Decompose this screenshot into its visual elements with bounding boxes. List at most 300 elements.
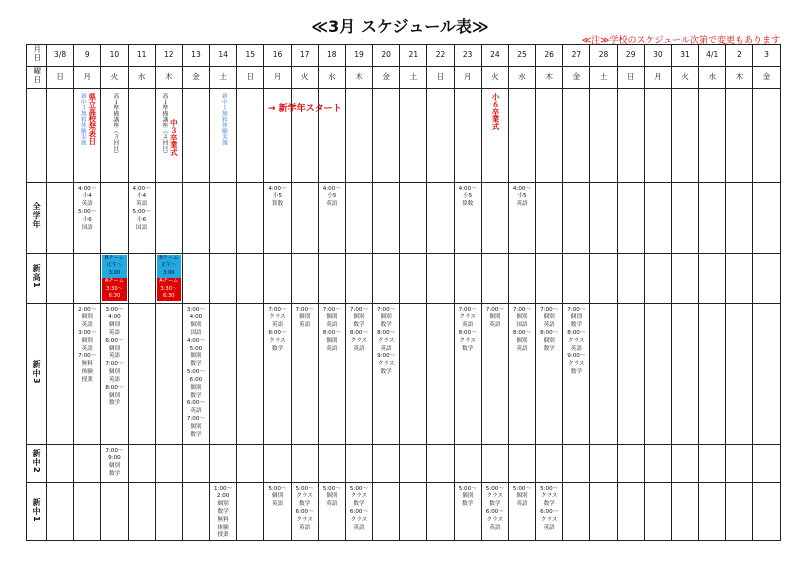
lesson-text: 4:00～ bbox=[268, 185, 287, 192]
event-note: 小６卒業式 bbox=[491, 92, 501, 130]
lesson-text: 個別 bbox=[217, 501, 229, 508]
lesson-text: 数学 bbox=[108, 470, 121, 477]
team-block bbox=[102, 278, 126, 301]
lesson-text: クラス bbox=[377, 361, 395, 368]
lesson-text: 2:00～ bbox=[78, 306, 97, 313]
schedule-cell bbox=[699, 303, 726, 444]
event-cell bbox=[536, 88, 563, 182]
date-text: 16 bbox=[272, 50, 283, 60]
schedule-cell bbox=[291, 253, 318, 303]
schedule-cell bbox=[644, 253, 671, 303]
schedule-cell bbox=[318, 253, 345, 303]
event-note: 新中１無料体験実施 bbox=[220, 92, 227, 145]
weekday-text: 土 bbox=[599, 72, 608, 81]
date-text: 14 bbox=[218, 50, 228, 60]
lesson-text: 個別 bbox=[190, 322, 202, 329]
lesson-text: クラス bbox=[459, 314, 476, 321]
schedule-cell bbox=[563, 303, 590, 444]
schedule-cell bbox=[590, 482, 617, 541]
weekday-cell bbox=[617, 67, 644, 89]
lesson-text: 4:00 bbox=[189, 314, 203, 321]
lesson-text: 7:00～ bbox=[349, 306, 369, 313]
event-cell bbox=[726, 88, 753, 182]
schedule-cell bbox=[101, 303, 128, 444]
schedule-cell bbox=[563, 482, 590, 541]
lesson-text: 授業 bbox=[81, 376, 93, 383]
date-text: 19 bbox=[354, 50, 364, 60]
schedule-cell bbox=[508, 253, 535, 303]
lesson-text: 数学 bbox=[353, 501, 365, 508]
date-row bbox=[27, 45, 781, 67]
lesson-text: 英語 bbox=[516, 345, 528, 352]
schedule-cell bbox=[74, 444, 101, 482]
lesson-text: 英語 bbox=[136, 201, 148, 208]
date-cell bbox=[182, 45, 209, 67]
event-cell bbox=[753, 88, 780, 182]
schedule-cell bbox=[508, 444, 535, 482]
team-block-text: Aチーム bbox=[159, 277, 179, 284]
schedule-cell bbox=[699, 482, 726, 541]
date-cell bbox=[427, 45, 454, 67]
weekday-cell bbox=[101, 67, 128, 89]
schedule-cell bbox=[536, 253, 563, 303]
lesson-text: 個別 bbox=[108, 322, 121, 329]
row-new-jr1 bbox=[27, 482, 781, 541]
event-cell bbox=[481, 88, 508, 182]
lesson-text: 個別 bbox=[108, 463, 121, 470]
schedule-cell bbox=[726, 444, 753, 482]
team-block-text: Aチーム bbox=[104, 277, 124, 284]
date-cell bbox=[481, 45, 508, 67]
lesson-text: 英語 bbox=[271, 322, 284, 329]
lesson-text: 6:00～ bbox=[540, 508, 559, 515]
weekday-header-label bbox=[27, 67, 47, 89]
row-new-high1 bbox=[27, 253, 781, 303]
schedule-cell bbox=[155, 444, 182, 482]
lesson-text: 英語 bbox=[81, 345, 93, 352]
schedule-cell bbox=[454, 482, 481, 541]
weekday-cell bbox=[481, 67, 508, 89]
lesson-text: クラス bbox=[377, 337, 395, 344]
date-cell bbox=[536, 45, 563, 67]
event-note: 高１準備講座（３回目） bbox=[111, 92, 118, 157]
lesson-text: 8:00～ bbox=[268, 329, 287, 336]
lesson-text: 英語 bbox=[326, 201, 338, 208]
event-cell bbox=[47, 88, 74, 182]
schedule-cell bbox=[617, 482, 644, 541]
schedule-cell bbox=[481, 303, 508, 444]
date-cell bbox=[237, 45, 264, 67]
lesson-text: 英語 bbox=[353, 524, 365, 531]
schedule-cell bbox=[291, 182, 318, 253]
schedule-cell bbox=[400, 482, 427, 541]
weekday-cell bbox=[291, 67, 318, 89]
weekday-text: 木 bbox=[735, 72, 744, 81]
event-cell bbox=[373, 88, 400, 182]
event-cell bbox=[617, 88, 644, 182]
date-cell bbox=[101, 45, 128, 67]
date-text: 9 bbox=[84, 50, 90, 60]
schedule-cell bbox=[47, 444, 74, 482]
lesson-text: 英語 bbox=[326, 322, 338, 329]
weekday-cell bbox=[400, 67, 427, 89]
schedule-cell bbox=[128, 482, 155, 541]
schedule-cell bbox=[128, 182, 155, 253]
schedule-cell bbox=[345, 303, 372, 444]
schedule-cell bbox=[264, 303, 291, 444]
row-new-jr3 bbox=[27, 303, 781, 444]
schedule-cell bbox=[536, 303, 563, 444]
date-text: 12 bbox=[164, 50, 174, 60]
team-block bbox=[102, 255, 126, 278]
lesson-text: 授業 bbox=[217, 532, 229, 539]
lesson-text: 体験 bbox=[81, 369, 93, 376]
date-header-text: 月日 bbox=[32, 45, 42, 63]
lesson-text: 英語 bbox=[570, 345, 582, 352]
weekday-text: 日 bbox=[246, 72, 255, 81]
schedule-cell bbox=[291, 482, 318, 541]
schedule-cell bbox=[101, 482, 128, 541]
lesson-text: 数学 bbox=[489, 501, 501, 508]
lesson-text: 5:00～ bbox=[349, 485, 369, 492]
schedule-cell bbox=[318, 444, 345, 482]
lesson-text: 英語 bbox=[326, 501, 338, 508]
schedule-cell bbox=[726, 182, 753, 253]
row-label bbox=[27, 482, 47, 541]
events-row bbox=[27, 88, 781, 182]
weekday-cell bbox=[155, 67, 182, 89]
schedule-cell bbox=[590, 444, 617, 482]
date-cell bbox=[563, 45, 590, 67]
date-text: 29 bbox=[625, 50, 636, 60]
row-new-jr2 bbox=[27, 444, 781, 482]
schedule-cell bbox=[481, 182, 508, 253]
schedule-cell bbox=[210, 303, 237, 444]
lesson-text: 個別 bbox=[271, 493, 284, 500]
schedule-cell bbox=[726, 303, 753, 444]
schedule-cell bbox=[182, 303, 209, 444]
schedule-cell bbox=[671, 303, 698, 444]
lesson-text: 5:00～ bbox=[485, 485, 504, 492]
date-cell bbox=[508, 45, 535, 67]
lesson-text: 無料 bbox=[81, 361, 93, 368]
row-label bbox=[27, 253, 47, 303]
event-cell bbox=[210, 88, 237, 182]
event-cell bbox=[128, 88, 155, 182]
schedule-cell bbox=[753, 182, 780, 253]
weekday-text: 月 bbox=[463, 72, 472, 81]
date-cell bbox=[699, 45, 726, 67]
weekday-text: 月 bbox=[273, 72, 282, 81]
lesson-text: 英語 bbox=[326, 345, 338, 352]
schedule-cell bbox=[264, 253, 291, 303]
schedule-cell bbox=[400, 444, 427, 482]
lesson-text: 4:00 bbox=[108, 314, 121, 321]
lesson-text: 数学 bbox=[380, 322, 392, 329]
lesson-text: 数学 bbox=[353, 322, 365, 329]
date-cell bbox=[726, 45, 753, 67]
lesson-text: 体験 bbox=[217, 524, 229, 531]
lesson-text: 7:00～ bbox=[322, 306, 341, 313]
event-cell bbox=[590, 88, 617, 182]
weekday-text: 水 bbox=[328, 72, 336, 81]
weekday-cell bbox=[753, 67, 780, 89]
weekday-text: 日 bbox=[626, 72, 635, 81]
row-all-grades bbox=[27, 182, 781, 253]
lesson-text: クラス bbox=[269, 314, 286, 321]
schedule-cell bbox=[481, 482, 508, 541]
lesson-text: 6:00 bbox=[189, 376, 203, 383]
schedule-cell bbox=[345, 482, 372, 541]
schedule-cell bbox=[237, 482, 264, 541]
row-label-text: 新中1 bbox=[32, 497, 42, 523]
date-text: 23 bbox=[462, 50, 473, 60]
schedule-cell bbox=[400, 303, 427, 444]
date-text: 24 bbox=[490, 50, 500, 60]
lesson-text: 個別 bbox=[326, 314, 338, 321]
lesson-text: 8:00～ bbox=[540, 329, 559, 336]
schedule-cell bbox=[210, 444, 237, 482]
lesson-text: 数学 bbox=[462, 345, 474, 352]
row-label-text: 新中2 bbox=[32, 449, 42, 474]
schedule-cell bbox=[536, 482, 563, 541]
weekday-cell bbox=[563, 67, 590, 89]
schedule-cell bbox=[345, 444, 372, 482]
team-block-text: 正午～ bbox=[160, 262, 177, 269]
lesson-text: 算数 bbox=[462, 201, 474, 208]
weekday-cell bbox=[345, 67, 372, 89]
lesson-text: 個別 bbox=[81, 337, 93, 344]
schedule-cell bbox=[47, 303, 74, 444]
new-school-year-arrow: → 新学年スタート bbox=[268, 104, 342, 114]
weekday-cell bbox=[644, 67, 671, 89]
lesson-text: 個別 bbox=[190, 423, 202, 430]
lesson-text: 6:00～ bbox=[295, 508, 314, 515]
weekday-text: 月 bbox=[654, 72, 662, 81]
weekday-text: 水 bbox=[518, 72, 526, 81]
event-cell bbox=[237, 88, 264, 182]
date-text: 27 bbox=[571, 50, 582, 60]
weekday-text: 月 bbox=[83, 72, 91, 81]
lesson-text: 数学 bbox=[108, 400, 121, 407]
weekday-text: 水 bbox=[137, 72, 146, 81]
weekday-text: 木 bbox=[545, 72, 553, 81]
event-note: 新中３無料体験実施 bbox=[79, 92, 86, 145]
team-block-text: Bチーム bbox=[159, 254, 179, 261]
date-cell bbox=[400, 45, 427, 67]
lesson-text: 4:00～ bbox=[322, 185, 341, 192]
weekday-cell bbox=[726, 67, 753, 89]
event-cell bbox=[345, 88, 372, 182]
lesson-text: 個別 bbox=[353, 314, 365, 321]
lesson-text: 7:00～ bbox=[540, 306, 559, 313]
lesson-text: クラス bbox=[459, 337, 476, 344]
lesson-text: 算数 bbox=[271, 201, 284, 208]
lesson-text: 9:00～ bbox=[377, 353, 396, 360]
lesson-text: 英語 bbox=[543, 524, 555, 531]
lesson-text: 4:00～ bbox=[186, 337, 206, 344]
team-block-text: 6:30 bbox=[162, 293, 175, 300]
lesson-text: クラス bbox=[350, 337, 368, 344]
event-note: 中３卒業式 bbox=[169, 119, 179, 157]
lesson-text: 9:00～ bbox=[567, 353, 586, 360]
date-cell bbox=[345, 45, 372, 67]
schedule-cell bbox=[128, 444, 155, 482]
row-label-text: 新中3 bbox=[32, 359, 42, 385]
weekday-cell bbox=[699, 67, 726, 89]
schedule-cell bbox=[617, 303, 644, 444]
schedule-cell bbox=[345, 182, 372, 253]
weekday-cell bbox=[536, 67, 563, 89]
schedule-cell bbox=[590, 303, 617, 444]
lesson-text: 7:00～ bbox=[512, 306, 532, 313]
schedule-cell bbox=[753, 482, 780, 541]
lesson-text: 8:00～ bbox=[458, 329, 477, 336]
lesson-text: 6:00～ bbox=[105, 337, 124, 344]
lesson-text: 8:00～ bbox=[322, 329, 341, 336]
lesson-text: 英語 bbox=[108, 353, 121, 360]
event-cell bbox=[671, 88, 698, 182]
lesson-text: 国語 bbox=[190, 329, 202, 336]
lesson-text: 個別 bbox=[81, 314, 93, 321]
schedule-cell bbox=[373, 253, 400, 303]
lesson-text: 個別 bbox=[108, 369, 121, 376]
date-cell bbox=[373, 45, 400, 67]
schedule-cell bbox=[617, 182, 644, 253]
schedule-cell bbox=[427, 182, 454, 253]
weekday-text: 土 bbox=[219, 72, 227, 81]
lesson-text: クラス bbox=[296, 493, 313, 500]
lesson-text: 個別 bbox=[190, 384, 202, 391]
weekday-text: 土 bbox=[409, 72, 418, 81]
lesson-text: 英語 bbox=[489, 524, 501, 531]
weekday-text: 木 bbox=[355, 72, 363, 81]
lesson-text: 数学 bbox=[190, 361, 202, 368]
weekday-row bbox=[27, 67, 781, 89]
date-text: 18 bbox=[327, 50, 337, 60]
lesson-text: 5:00～ bbox=[322, 485, 341, 492]
lesson-text: 3:00～ bbox=[186, 306, 206, 313]
date-text: 3/8 bbox=[54, 50, 67, 60]
lesson-text: 個別 bbox=[543, 337, 555, 344]
date-cell bbox=[47, 45, 74, 67]
lesson-text: 英語 bbox=[516, 501, 528, 508]
lesson-text: 小6 bbox=[82, 216, 92, 223]
event-cell bbox=[644, 88, 671, 182]
date-cell bbox=[264, 45, 291, 67]
schedule-cell bbox=[318, 182, 345, 253]
event-cell bbox=[454, 88, 481, 182]
lesson-text: クラス bbox=[486, 493, 504, 500]
schedule-cell bbox=[47, 482, 74, 541]
lesson-text: 7:00～ bbox=[377, 306, 396, 313]
lesson-text: 5:00～ bbox=[540, 485, 559, 492]
schedule-cell bbox=[182, 182, 209, 253]
event-cell bbox=[101, 88, 128, 182]
lesson-text: 英語 bbox=[299, 322, 311, 329]
schedule-cell bbox=[237, 444, 264, 482]
lesson-text: 4:00～ bbox=[512, 185, 532, 192]
schedule-cell bbox=[617, 444, 644, 482]
lesson-text: 国語 bbox=[81, 224, 93, 231]
lesson-text: 英語 bbox=[489, 322, 501, 329]
lesson-text: 個別 bbox=[543, 314, 555, 321]
schedule-cell bbox=[590, 253, 617, 303]
schedule-cell bbox=[291, 303, 318, 444]
lesson-text: 5:00～ bbox=[268, 485, 287, 492]
lesson-text: 5:00～ bbox=[78, 208, 97, 215]
weekday-cell bbox=[264, 67, 291, 89]
date-text: 26 bbox=[544, 50, 554, 60]
schedule-cell bbox=[400, 182, 427, 253]
row-label bbox=[27, 444, 47, 482]
lesson-text: 個別 bbox=[326, 337, 338, 344]
schedule-cell bbox=[74, 482, 101, 541]
schedule-cell bbox=[726, 482, 753, 541]
lesson-text: 7:00～ bbox=[186, 416, 206, 423]
date-text: 3 bbox=[764, 50, 769, 60]
lesson-text: 3:00～ bbox=[105, 306, 124, 313]
schedule-cell bbox=[644, 444, 671, 482]
lesson-text: 7:00～ bbox=[295, 306, 314, 313]
lesson-text: 個別 bbox=[190, 353, 202, 360]
lesson-text: クラス bbox=[269, 337, 286, 344]
lesson-text: 5:00～ bbox=[512, 485, 532, 492]
schedule-cell bbox=[210, 253, 237, 303]
schedule-cell bbox=[318, 303, 345, 444]
schedule-cell bbox=[427, 303, 454, 444]
weekday-cell bbox=[373, 67, 400, 89]
team-block-text: 正午～ bbox=[106, 262, 123, 269]
lesson-text: 無料 bbox=[217, 516, 229, 523]
schedule-cell bbox=[644, 482, 671, 541]
weekday-text: 金 bbox=[382, 72, 390, 81]
schedule-cell bbox=[155, 182, 182, 253]
lesson-text: 数学 bbox=[190, 431, 202, 438]
lesson-text: 数学 bbox=[570, 369, 582, 376]
event-cell bbox=[74, 88, 101, 182]
date-text: 17 bbox=[299, 50, 310, 60]
lesson-text: 7:00～ bbox=[567, 306, 586, 313]
schedule-cell bbox=[237, 182, 264, 253]
event-note: 高１準備講座（４回目） bbox=[160, 92, 167, 157]
lesson-text: 8:00～ bbox=[377, 329, 396, 336]
event-cell bbox=[508, 88, 535, 182]
date-text: 15 bbox=[245, 50, 256, 60]
lesson-text: クラス bbox=[296, 516, 313, 523]
schedule-cell bbox=[671, 482, 698, 541]
date-text: 20 bbox=[381, 50, 391, 60]
team-block-text: 3:30～ bbox=[106, 285, 123, 292]
schedule-cell bbox=[345, 253, 372, 303]
lesson-text: クラス bbox=[486, 516, 504, 523]
schedule-cell bbox=[128, 303, 155, 444]
date-text: 22 bbox=[435, 50, 446, 60]
date-cell bbox=[671, 45, 698, 67]
date-cell bbox=[128, 45, 155, 67]
row-label bbox=[27, 303, 47, 444]
schedule-cell bbox=[264, 182, 291, 253]
weekday-cell bbox=[508, 67, 535, 89]
lesson-text: 7:00～ bbox=[268, 306, 287, 313]
schedule-cell bbox=[101, 182, 128, 253]
lesson-text: 英語 bbox=[108, 329, 121, 336]
event-note: 県立高校発表日 bbox=[87, 92, 97, 145]
lesson-text: 英語 bbox=[81, 201, 93, 208]
schedule-cell bbox=[699, 182, 726, 253]
lesson-text: 小5 bbox=[327, 193, 337, 200]
schedule-cell bbox=[644, 182, 671, 253]
